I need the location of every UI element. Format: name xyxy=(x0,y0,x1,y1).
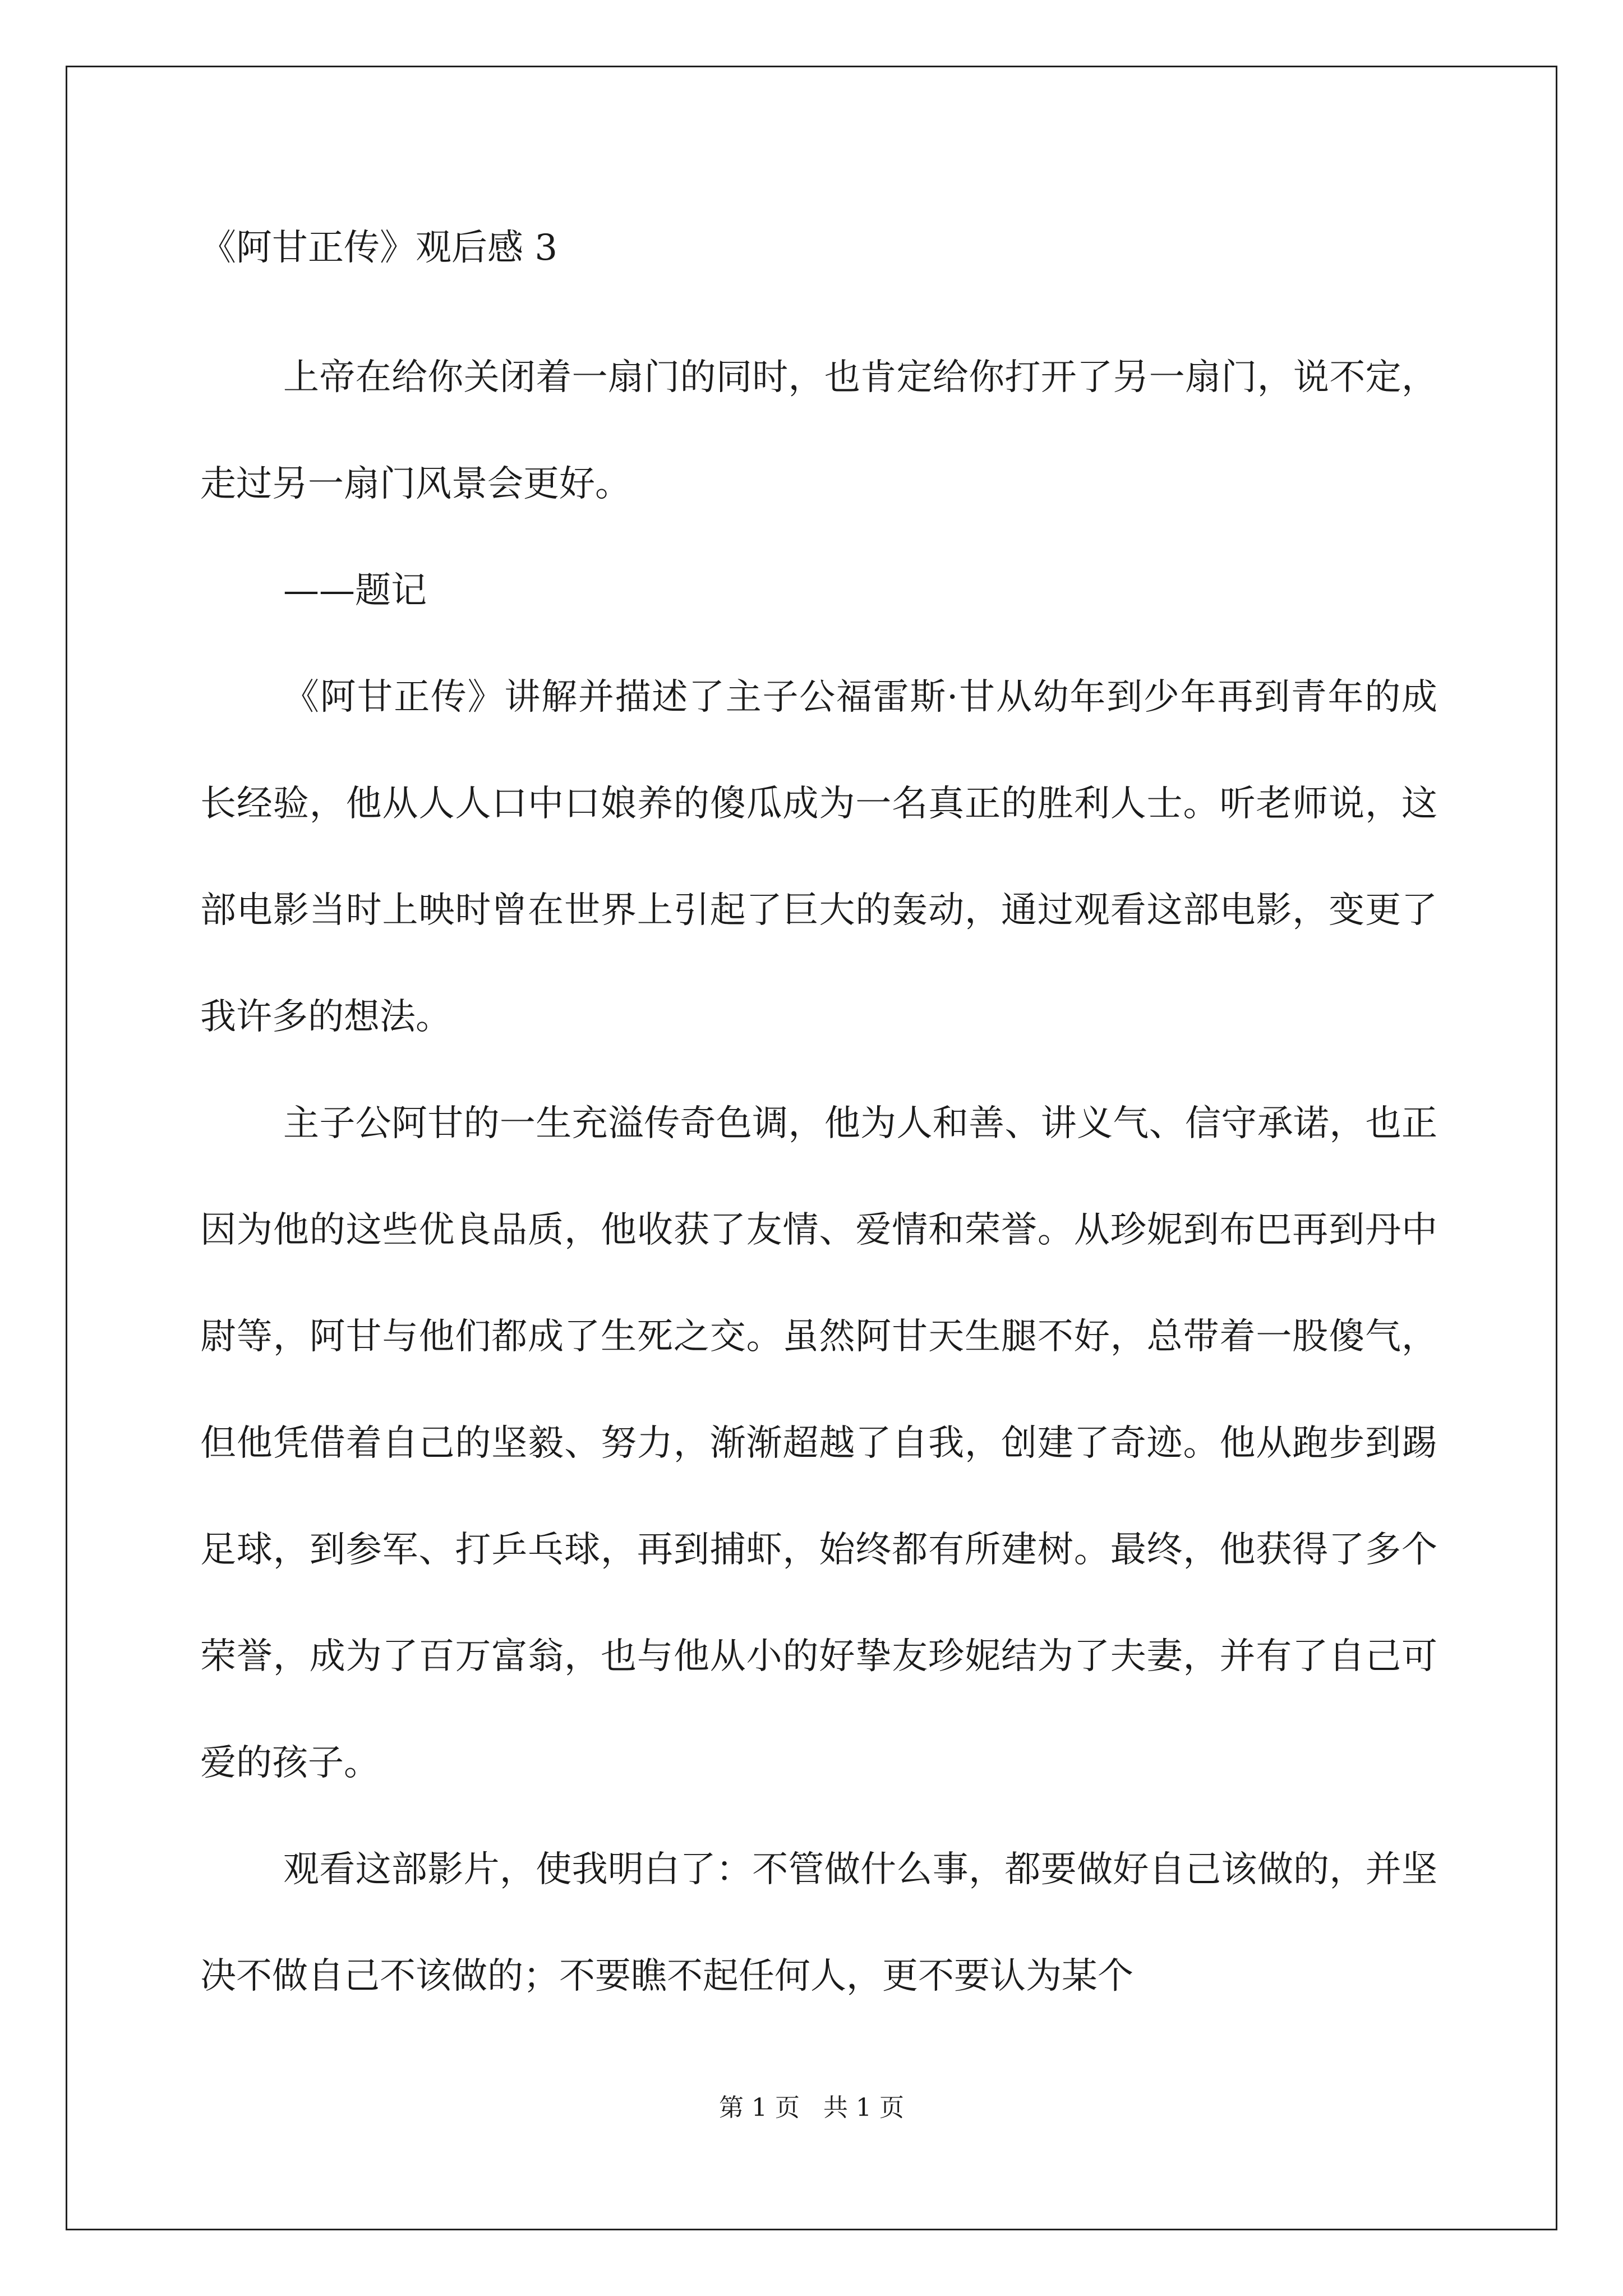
paragraph-character: 主子公阿甘的一生充溢传奇色调，他为人和善、讲义气、信守承诺，也正因为他的这些优良品质，他收获了友情、爱情和荣誉。从珍妮到布巴再到丹中尉等，阿甘与他们都成了生死之交。虽然阿甘天生腿不好，总带着一股傻气，但他凭借着自己的坚毅、努力，渐渐超越了自我，创建了奇迹。他从跑步到踢足球，到参军、打乒乓球，再到捕虾，始终都有所建树。最终，他获得了多个荣誉，成为了百万富翁，也与他从小的好挚友珍妮结为了夫妻，并有了自己可爱的孩子。 xyxy=(200,1103,1437,1784)
page-footer: 第 1 页 共 1 页 xyxy=(719,2093,904,2122)
paragraph-epigraph: 上帝在给你关闭着一扇门的同时，也肯定给你打开了另一扇门，说不定，走过另一扇门风景会更好。 xyxy=(200,357,1437,505)
paragraph-inscription: ——题记 xyxy=(283,570,427,611)
paragraph-intro: 《阿甘正传》讲解并描述了主子公福雷斯·甘从幼年到少年再到青年的成长经验，他从人人口中口娘养的傻瓜成为一名真正的胜利人士。听老师说，这部电影当时上映时曾在世界上引起了巨大的轰动，通过观看这部电影，变更了我许多的想法。 xyxy=(200,677,1437,1038)
paragraph-reflection: 观看这部影片，使我明白了：不管做什么事，都要做好自己该做的，并坚决不做自己不该做的；不要瞧不起任何人，更不要认为某个 xyxy=(200,1849,1437,1997)
document-body xyxy=(200,223,1437,2030)
document-title: 《阿甘正传》观后感 3 xyxy=(200,227,558,269)
